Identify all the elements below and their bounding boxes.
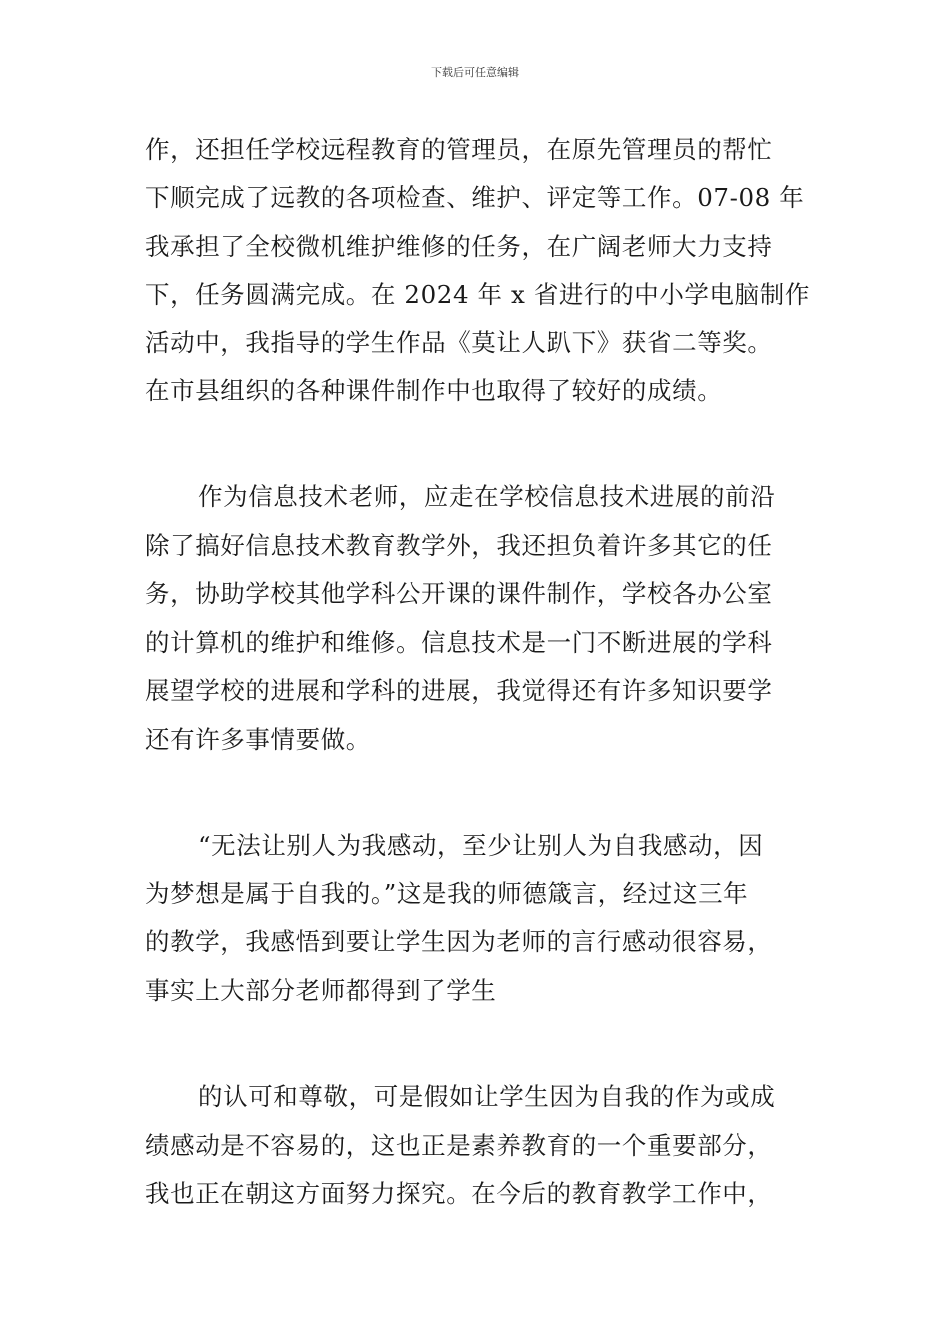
- text-line: 活动中，我指导的学生作品《莫让人趴下》获省二等奖。: [145, 328, 773, 357]
- text-line: 绩感动是不容易的，这也正是素养教育的一个重要部分，: [145, 1131, 773, 1160]
- text-line: 还有许多事情要做。: [145, 725, 371, 754]
- text-line: 下，任务圆满完成。在 2024 年 x 省进行的中小学电脑制作: [145, 280, 810, 309]
- text-line: 我也正在朝这方面努力探究。在今后的教育教学工作中，: [145, 1179, 773, 1208]
- text-line: 在市县组织的各种课件制作中也取得了较好的成绩。: [145, 376, 723, 405]
- text-line: 事实上大部分老师都得到了学生: [145, 976, 497, 1005]
- text-line: 下顺完成了远教的各项检查、维护、评定等工作。07-08 年: [145, 183, 805, 212]
- text-line: 作，还担任学校远程教育的管理员，在原先管理员的帮忙: [145, 135, 773, 164]
- text-line: 为梦想是属于自我的。”这是我的师德箴言，经过这三年: [145, 879, 749, 908]
- text-line: 我承担了全校微机维护维修的任务，在广阔老师大力支持: [145, 232, 773, 261]
- text-line: 除了搞好信息技术教育教学外，我还担负着许多其它的任: [145, 531, 773, 560]
- text-line: “无法让别人为我感动，至少让别人为自我感动，因: [198, 831, 764, 860]
- page-header: 下载后可任意编辑: [431, 66, 519, 79]
- text-line: 展望学校的进展和学科的进展，我觉得还有许多知识要学: [145, 676, 773, 705]
- text-line: 作为信息技术老师，应走在学校信息技术进展的前沿: [198, 482, 776, 511]
- text-line: 的计算机的维护和维修。信息技术是一门不断进展的学科: [145, 628, 773, 657]
- text-line: 务，协助学校其他学科公开课的课件制作，学校各办公室: [145, 579, 773, 608]
- text-line: 的教学，我感悟到要让学生因为老师的言行感动很容易，: [145, 927, 773, 956]
- text-line: 的认可和尊敬，可是假如让学生因为自我的作为或成: [198, 1082, 776, 1111]
